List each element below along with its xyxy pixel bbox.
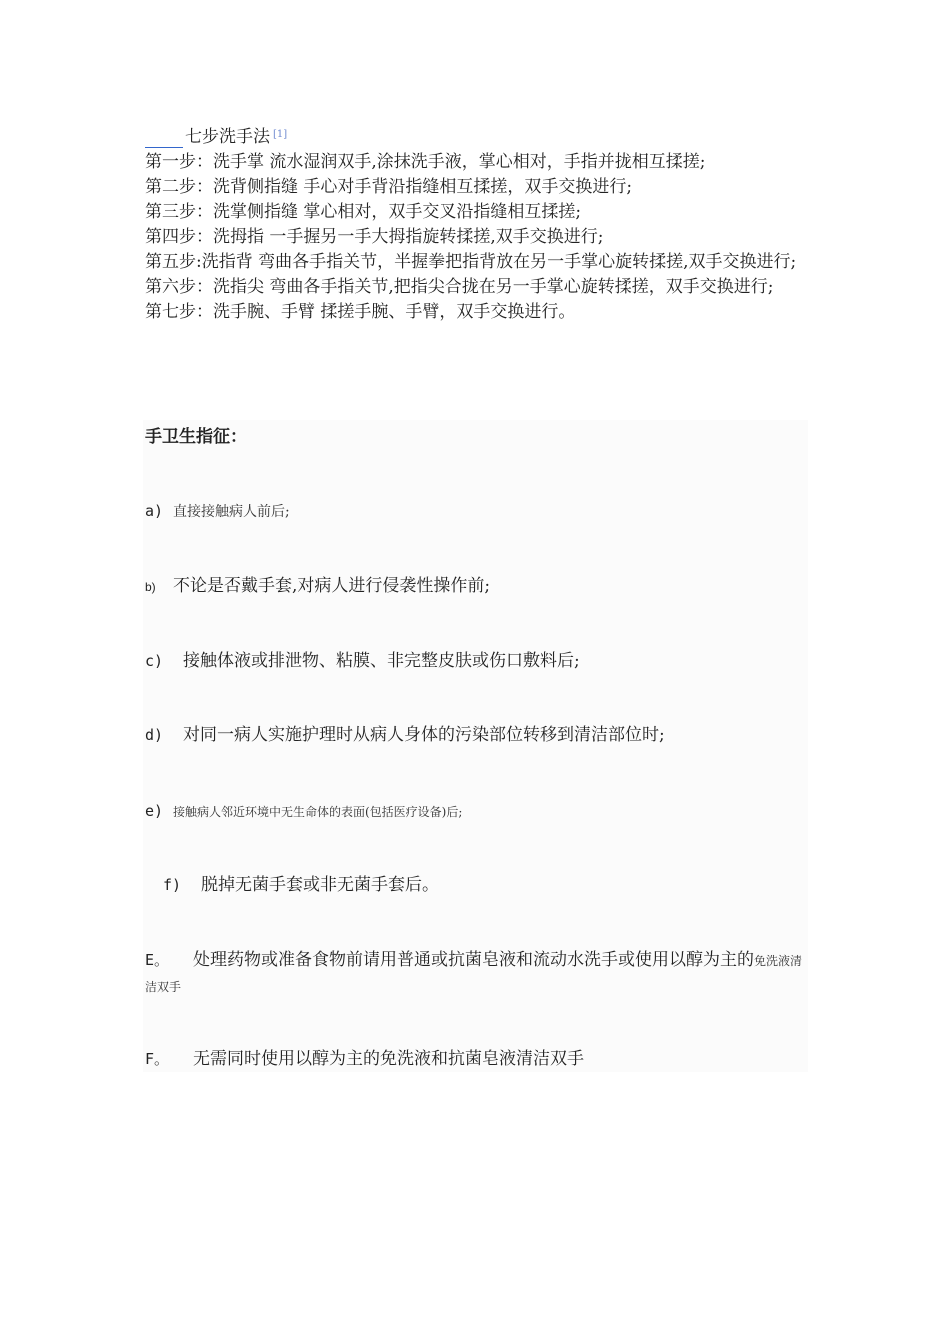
- note-text-small: 免洗液清洁双手: [145, 954, 803, 994]
- indication-marker: f): [163, 876, 182, 894]
- note-text: 无需同时使用以醇为主的免洗液和抗菌皂液清洁双手: [193, 1049, 584, 1069]
- indication-marker: e): [145, 802, 164, 820]
- step-5: 第五步:洗指背 弯曲各手指关节，半握拳把指背放在另一手掌心旋转揉搓,双手交换进行;: [145, 252, 797, 272]
- section-title-seven-step: [145, 126, 287, 148]
- indication-c: [145, 650, 580, 672]
- indication-d: [145, 724, 665, 746]
- indication-f: [163, 874, 439, 896]
- step-6: 第六步：洗指尖 弯曲各手指关节,把指尖合拢在另一手掌心旋转揉搓，双手交换进行;: [145, 277, 774, 297]
- note-E: [145, 948, 810, 1000]
- indication-text: 脱掉无菌手套或非无菌手套后。: [201, 875, 439, 895]
- indication-text: 对同一病人实施护理时从病人身体的污染部位转移到清洁部位时;: [183, 725, 665, 745]
- reference-link[interactable]: [1]: [273, 129, 288, 140]
- indication-b: [145, 575, 490, 598]
- indication-text: 不论是否戴手套,对病人进行侵袭性操作前;: [173, 576, 491, 596]
- indication-marker: b): [145, 580, 156, 594]
- note-marker: F。: [145, 1050, 170, 1068]
- indication-text: 直接接触病人前后;: [173, 504, 290, 520]
- indication-text: 接触体液或排泄物、粘膜、非完整皮肤或伤口敷料后;: [183, 651, 580, 671]
- indication-marker: d): [145, 726, 164, 744]
- step-1: 第一步：洗手掌 流水湿润双手,涂抹洗手液，掌心相对，手指并拢相互揉搓;: [145, 152, 706, 172]
- indication-a: [145, 500, 290, 523]
- step-3: 第三步：洗掌侧指缝 掌心相对，双手交叉沿指缝相互揉搓;: [145, 202, 582, 222]
- hygiene-title: 手卫生指征：: [145, 427, 247, 447]
- indication-text: 接触病人邻近环境中无生命体的表面(包括医疗设备)后;: [173, 805, 463, 819]
- step-list: [145, 150, 810, 325]
- step-2: 第二步：洗背侧指缝 手心对手背沿指缝相互揉搓，双手交换进行;: [145, 177, 633, 197]
- note-text: 处理药物或准备食物前请用普通或抗菌皂液和流动水洗手或使用以醇为主的: [193, 950, 754, 970]
- indication-marker: a): [145, 502, 164, 520]
- indication-e: [145, 800, 462, 823]
- title-underline: [145, 131, 183, 148]
- note-F: [145, 1048, 584, 1070]
- note-marker: E。: [145, 951, 170, 969]
- step-4: 第四步：洗拇指 一手握另一手大拇指旋转揉搓,双手交换进行;: [145, 227, 604, 247]
- title-text: 七步洗手法: [185, 127, 270, 147]
- step-7: 第七步：洗手腕、手臂 揉搓手腕、手臂，双手交换进行。: [145, 302, 576, 322]
- indication-marker: c): [145, 652, 164, 670]
